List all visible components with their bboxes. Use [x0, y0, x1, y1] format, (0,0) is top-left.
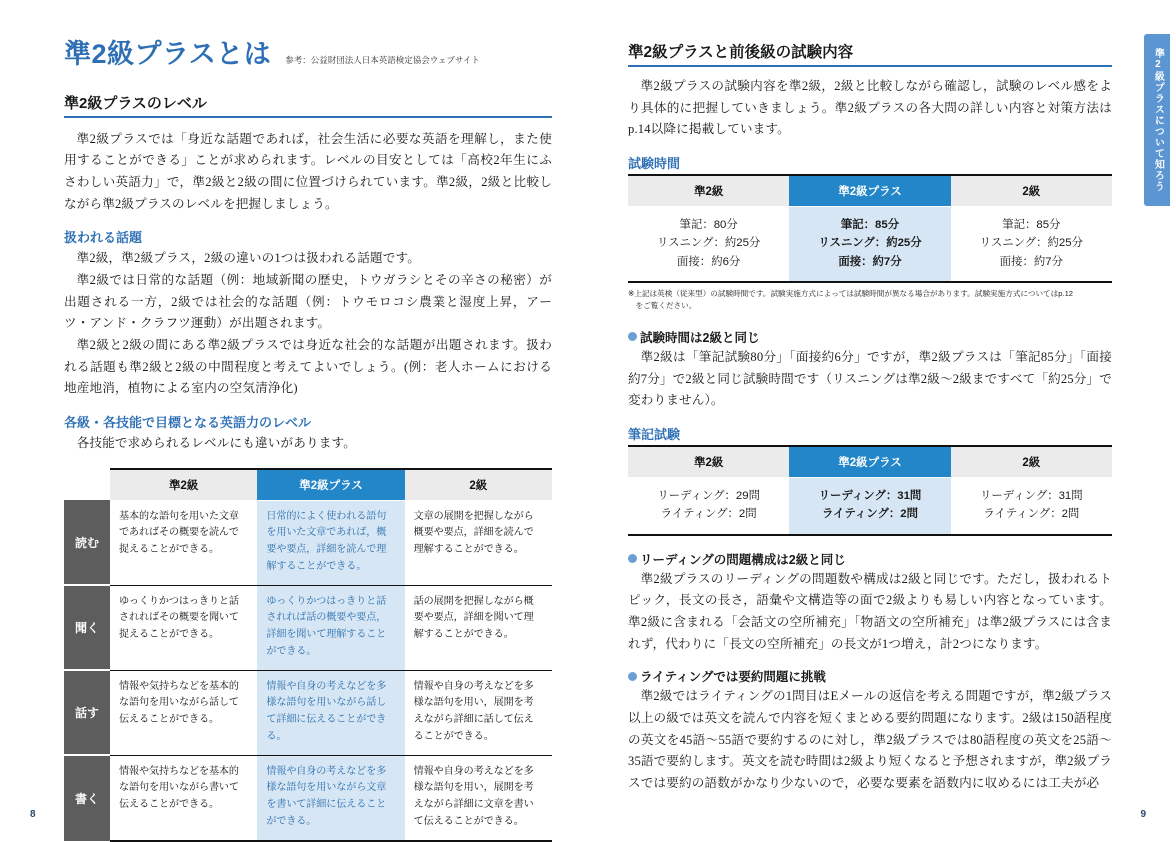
table-row: [64, 670, 552, 755]
skill-write-grade2: 情報や自身の考えなどを多様な語句を用い，展開を考えながら詳細に文章を書いて伝えることができる。: [405, 755, 552, 841]
skill-label-write: 書く: [64, 755, 110, 841]
section-heading-skills: 各級・各技能で目標となる英語力のレベル: [64, 414, 312, 430]
exam-time-footnote-line1: ※上記は英検（従来型）の試験時間です。試験実施方式によっては試験時間が異なる場合があります。試験実施方式についてはp.12: [628, 289, 1074, 299]
exam-time-pre2-listening: リスニング：約25分: [656, 237, 761, 250]
paragraph-exam-intro: 準2級プラスの試験内容を準2級，2級と比較しながら確認し，試験のレベル感をより具体的に把握していきましょう。準2級プラスの各大問の詳しい内容と対策方法はp.14以降に掲載しています。: [628, 79, 1112, 137]
written-pre2-writing: ライティング：2問: [660, 508, 757, 521]
skill-write-pre2: 情報や気持ちなどを基本的な語句を用いながら書いて伝えることができる。: [110, 755, 257, 841]
bullet-dot-icon: [628, 332, 637, 341]
paragraph-bullet-exam-time: 準2級は「筆記試験80分」「面接約6分」ですが，準2級プラスは「筆記85分」「面接約7分」で2級と同じ試験時間です（リスニングは準2級〜2級まですべて「約25分」で変わりません）。: [628, 349, 1112, 408]
skills-table-header-row: [64, 469, 552, 501]
exam-time-cell-pre2plus: [789, 206, 950, 282]
exam-time-header-pre2plus: 準2級プラス: [789, 175, 950, 207]
skill-write-pre2plus: 情報や自身の考えなどを多様な語句を用いながら文章を書いて詳細に伝えることができる。: [257, 755, 404, 841]
exam-time-footnote-line2: をご覧ください。: [635, 301, 697, 311]
skill-read-pre2plus: 日常的によく使われる語句を用いた文章であれば，概要や要点，詳細を読んで理解することができる。: [257, 500, 404, 585]
exam-time-pre2plus-interview: 面接：約7分: [838, 255, 902, 268]
exam-time-header-pre2: 準2級: [628, 175, 789, 207]
skill-label-listen: 聞く: [64, 585, 110, 670]
written-pre2plus-reading: リーディング：31問: [818, 489, 922, 502]
bullet-heading-exam-time: [628, 328, 1112, 346]
skills-table-wrap: [64, 468, 552, 842]
page-number-right: 9: [1140, 809, 1146, 820]
bullet-heading-writing-label: ライティングでは要約問題に挑戦: [640, 670, 826, 685]
section-heading-written: 筆記試験: [628, 426, 681, 442]
exam-time-cell-grade2: [951, 206, 1112, 282]
left-page: [0, 0, 588, 836]
skill-read-pre2: 基本的な語句を用いた文章であればその概要を読んで捉えることができる。: [110, 500, 257, 585]
table-row: [64, 755, 552, 841]
skills-header-pre2: 準2級: [110, 469, 257, 501]
table-row: [628, 206, 1112, 282]
exam-time-pre2plus-written: 筆記：85分: [840, 218, 900, 231]
section-heading-exam-time: 試験時間: [628, 155, 681, 171]
skill-label-speak: 話す: [64, 670, 110, 755]
section-heading-exam-content: 準2級プラスと前後級の試験内容: [628, 40, 1112, 67]
exam-time-table: [628, 174, 1112, 283]
section-heading-level: 準2級プラスのレベル: [64, 92, 552, 118]
table-row: [628, 477, 1112, 534]
skills-header-pre2plus: 準2級プラス: [257, 469, 404, 501]
paragraph-topics-1: 準2級，準2級プラス，2級の違いの1つは扱われる話題です。: [76, 251, 420, 266]
written-pre2plus-writing: ライティング：2問: [822, 508, 918, 521]
skill-speak-pre2: 情報や気持ちなどを基本的な語句を用いながら話して伝えることができる。: [110, 670, 257, 755]
written-grade2-reading: リーディング：31問: [980, 489, 1083, 502]
source-note: 参考：公益財団法人日本英語検定協会ウェブサイト: [285, 55, 480, 65]
exam-time-grade2-interview: 面接：約7分: [999, 255, 1063, 268]
paragraph-topics-2: 準2級では日常的な話題（例：地域新聞の歴史，トウガラシとその辛さの秘密）が出題される一方，2級では社会的な話題（例：トウモロコシ農業と湿度上昇，アーツ・アンド・クラフツ運動）が出題されます。: [64, 272, 552, 331]
bullet-heading-exam-time-label: 試験時間は2級と同じ: [640, 330, 760, 345]
bullet-dot-icon: [628, 554, 637, 563]
written-cell-pre2: [628, 477, 789, 534]
bullet-heading-reading-label: リーディングの問題構成は2級と同じ: [640, 552, 846, 567]
exam-time-pre2-written: 筆記：80分: [679, 218, 738, 231]
exam-time-footnote: [628, 288, 1112, 312]
written-header-row: [628, 446, 1112, 478]
written-header-grade2: 2級: [951, 446, 1112, 478]
paragraph-topics-3: 準2級と2級の間にある準2級プラスでは身近な社会的な話題が出題されます。扱われる話題も準2級と2級の中間程度と考えてよいでしょう。(例：老人ホームにおける地産地消，植物による室内の空気清浄化): [64, 337, 552, 396]
written-cell-pre2plus: [789, 477, 950, 534]
page-title-row: [64, 40, 552, 70]
bullet-heading-reading: [628, 550, 1112, 568]
skill-speak-grade2: 情報や自身の考えなどを多様な語句を用い，展開を考えながら詳細に話して伝えることができる。: [405, 670, 552, 755]
skill-speak-pre2plus: 情報や自身の考えなどを多様な語句を用いながら話して詳細に伝えることができる。: [257, 670, 404, 755]
page-title: 準2級プラスとは: [64, 39, 272, 69]
exam-time-grade2-listening: リスニング：約25分: [979, 237, 1083, 250]
skill-listen-pre2plus: ゆっくりかつはっきりと話されれば話の概要や要点，詳細を聞いて理解することができる。: [257, 585, 404, 670]
exam-time-pre2plus-listening: リスニング：約25分: [818, 237, 922, 250]
table-row: [64, 585, 552, 670]
skills-header-grade2: 2級: [405, 469, 552, 501]
paragraph-bullet-writing: 準2級ではライティングの1問目はEメールの返信を考える問題ですが，準2級プラス以上の級では英文を読んで内容を短くまとめる要約問題になります。2級は150語程度の英文を45語〜55語で要約するのに対し，準2級プラスでは80語程度の英文を25語〜35語で要約します。英文を読む時間は2級より短くなると予想されますが，準2級プラスでは要約の語数がかなり少ないので，必要な要素を語数内に収めるには工夫が必: [628, 689, 1112, 791]
skill-label-read: 読む: [64, 500, 110, 585]
bullet-dot-icon: [628, 672, 637, 681]
skill-read-grade2: 文章の展開を把握しながら概要や要点，詳細を読んで理解することができる。: [405, 500, 552, 585]
skills-table: [64, 468, 552, 842]
written-cell-grade2: [951, 477, 1112, 534]
written-exam-table: [628, 445, 1112, 536]
skills-header-corner: [64, 469, 110, 501]
exam-time-pre2-interview: 面接：約6分: [677, 255, 741, 268]
written-header-pre2: 準2級: [628, 446, 789, 478]
written-grade2-writing: ライティング：2問: [983, 508, 1080, 521]
exam-time-header-grade2: 2級: [951, 175, 1112, 207]
table-row: [64, 500, 552, 585]
exam-time-header-row: [628, 175, 1112, 207]
skill-listen-pre2: ゆっくりかつはっきりと話されればその概要を聞いて捉えることができる。: [110, 585, 257, 670]
section-heading-topics: 扱われる話題: [64, 230, 143, 246]
paragraph-bullet-reading: 準2級プラスのリーディングの問題数や構成は2級と同じです。ただし，扱われるトピック，長文の長さ，語彙や文構造等の面で2級よりも易しい内容となっています。準2級に含まれる「会話文の空所補充」「物語文の空所補充」は準2級プラスには含まれず，代わりに「長文の空所補充」の長文が1つ増え，計2つになります。: [628, 571, 1112, 651]
exam-time-grade2-written: 筆記：85分: [1002, 218, 1061, 231]
written-header-pre2plus: 準2級プラス: [789, 446, 950, 478]
written-pre2-reading: リーディング：29問: [657, 489, 760, 502]
paragraph-skills: 各技能で求められるレベルにも違いがあります。: [76, 435, 356, 450]
page-number-left: 8: [30, 809, 36, 820]
side-tab-chapter[interactable]: 準2級プラスについて知ろう: [1144, 34, 1170, 206]
bullet-heading-writing: [628, 667, 1112, 685]
paragraph-level: 準2級プラスでは「身近な話題であれば，社会生活に必要な英語を理解し，また使用することができる」ことが求められます。レベルの目安としては「高校2年生にふさわしい英語力」で，準2級と2級の間に位置づけられています。準2級，2級と比較しながら準2級プラスのレベルを把握しましょう。: [64, 131, 552, 211]
exam-time-cell-pre2: [628, 206, 789, 282]
right-page: [588, 0, 1176, 836]
skill-listen-grade2: 話の展開を把握しながら概要や要点，詳細を聞いて理解することができる。: [405, 585, 552, 670]
